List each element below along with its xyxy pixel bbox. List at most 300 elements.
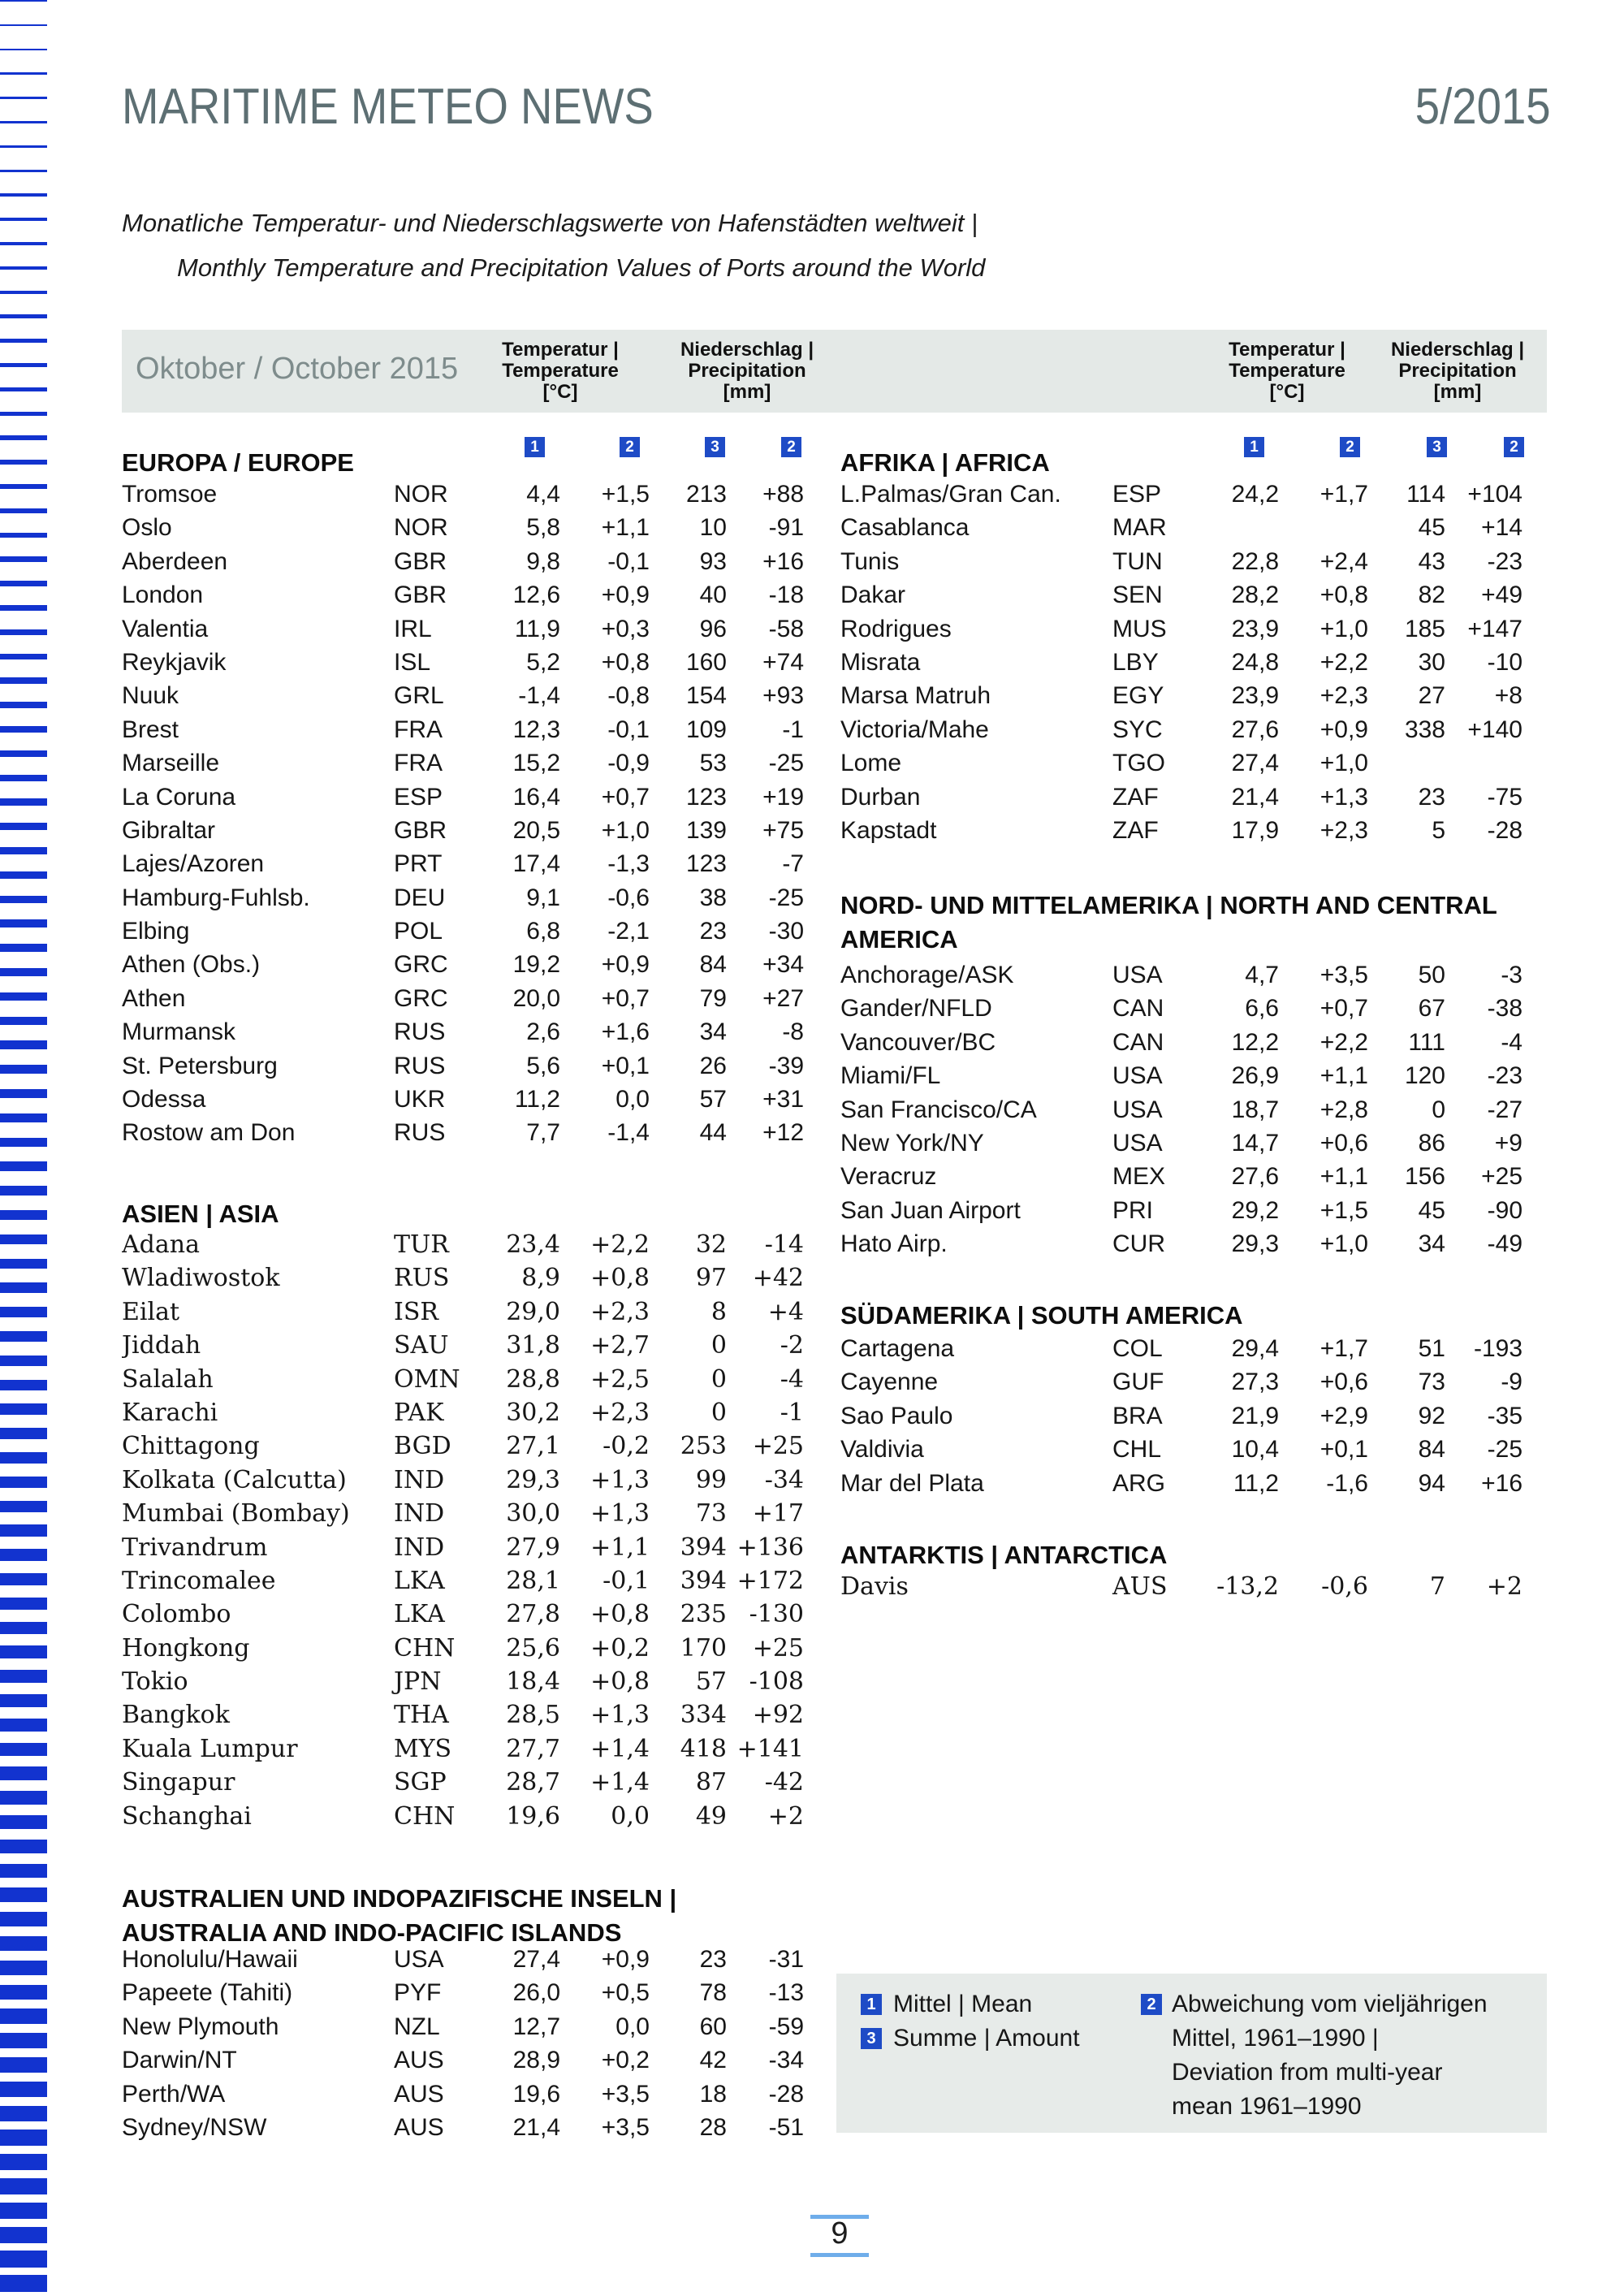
temp-mean-cell: 18,7 bbox=[1231, 1096, 1279, 1123]
temp-dev-cell: +2,3 bbox=[1320, 682, 1368, 710]
city-cell: Tromsoe bbox=[122, 481, 218, 508]
temp-dev-cell: +0,1 bbox=[1320, 1436, 1368, 1464]
temp-mean-cell: 27,3 bbox=[1231, 1369, 1279, 1396]
precip-sum-cell: 213 bbox=[685, 481, 727, 508]
precip-dev-cell: +88 bbox=[762, 481, 804, 508]
country-cell: PRT bbox=[394, 850, 443, 878]
country-cell: FRA bbox=[394, 750, 443, 777]
precip-dev-cell: +27 bbox=[762, 984, 804, 1012]
country-cell: OMN bbox=[394, 1364, 460, 1394]
precip-dev-cell: -3 bbox=[1501, 962, 1522, 988]
table-row bbox=[122, 2010, 804, 2043]
temp-mean-cell: 11,2 bbox=[1233, 1469, 1279, 1497]
precip-sum-cell: 0 bbox=[1432, 1096, 1445, 1123]
margin-stripe bbox=[0, 847, 47, 854]
city-cell: Vancouver/BC bbox=[840, 1028, 996, 1056]
precip-sum-cell: 32 bbox=[695, 1230, 727, 1259]
precip-sum-cell: 43 bbox=[1418, 547, 1445, 575]
temp-mean-cell: 28,7 bbox=[506, 1768, 560, 1797]
precip-sum-cell: 57 bbox=[699, 1086, 727, 1113]
precip-sum-cell: 79 bbox=[699, 984, 727, 1012]
margin-stripe bbox=[0, 605, 47, 611]
table-row bbox=[122, 612, 804, 646]
temp-dev-cell: +1,1 bbox=[1320, 1062, 1368, 1090]
section-table-australia bbox=[122, 1943, 804, 2144]
temp-dev-cell: +1,4 bbox=[590, 1734, 650, 1763]
table-row bbox=[122, 1766, 804, 1799]
city-cell: Cayenne bbox=[840, 1369, 939, 1396]
city-cell: Tokio bbox=[122, 1667, 188, 1697]
city-cell: San Francisco/CA bbox=[840, 1096, 1037, 1123]
country-cell: ARG bbox=[1112, 1469, 1166, 1497]
precip-sum-cell: 253 bbox=[680, 1432, 727, 1461]
margin-stripe bbox=[0, 1524, 47, 1537]
margin-stripe bbox=[0, 1138, 47, 1148]
table-row bbox=[840, 1194, 1522, 1227]
country-cell: AUS bbox=[394, 2113, 444, 2141]
temp-dev-cell: -0,6 bbox=[1321, 1572, 1368, 1601]
country-cell: IND bbox=[394, 1533, 445, 1562]
city-cell: Trincomalee bbox=[122, 1566, 276, 1595]
margin-stripe bbox=[0, 1791, 47, 1805]
table-row bbox=[840, 578, 1522, 612]
temp-mean-cell: 12,3 bbox=[512, 716, 560, 743]
precip-sum-cell: 53 bbox=[699, 750, 727, 777]
precip-sum-cell: 60 bbox=[699, 2013, 727, 2040]
city-cell: Kapstadt bbox=[840, 816, 937, 844]
country-cell: MAR bbox=[1112, 514, 1167, 542]
precip-sum-cell: 26 bbox=[699, 1052, 727, 1079]
temp-mean-cell: 14,7 bbox=[1231, 1129, 1279, 1157]
temp-mean-cell: 29,4 bbox=[1231, 1335, 1279, 1362]
city-cell: Wladiwostok bbox=[122, 1264, 280, 1293]
temp-dev-cell: -0,1 bbox=[607, 547, 650, 575]
section-table-namerica bbox=[840, 958, 1522, 1261]
table-row bbox=[840, 746, 1522, 780]
section-heading-australia: AUSTRALIEN UND INDOPAZIFISCHE INSELN | bbox=[122, 1884, 677, 1913]
margin-stripe bbox=[0, 1307, 47, 1317]
temp-mean-cell: 4,4 bbox=[526, 481, 560, 508]
temp-dev-cell: +0,9 bbox=[601, 1946, 650, 1973]
precip-dev-cell: -25 bbox=[768, 884, 804, 911]
city-cell: Singapur bbox=[122, 1768, 235, 1797]
table-row bbox=[840, 1332, 1522, 1365]
city-cell: Athen bbox=[122, 984, 186, 1012]
temp-mean-cell: 28,2 bbox=[1231, 582, 1279, 609]
precip-dev-cell: +2 bbox=[1486, 1572, 1522, 1601]
city-cell: Sao Paulo bbox=[840, 1402, 953, 1429]
table-row bbox=[122, 2043, 804, 2077]
table-row bbox=[840, 1467, 1522, 1500]
temp-mean-cell: 12,2 bbox=[1231, 1028, 1279, 1056]
precip-dev-cell: +31 bbox=[762, 1086, 804, 1113]
margin-stripe bbox=[0, 1356, 47, 1366]
country-cell: CHN bbox=[394, 1633, 456, 1663]
precip-dev-cell: -38 bbox=[1487, 995, 1522, 1023]
country-cell: COL bbox=[1112, 1335, 1163, 1362]
table-row bbox=[840, 780, 1522, 814]
temp-dev-cell: +2,5 bbox=[590, 1364, 650, 1394]
precip-sum-cell: 97 bbox=[695, 1264, 727, 1293]
section-table-asia bbox=[122, 1228, 804, 1833]
margin-stripe bbox=[0, 1549, 47, 1561]
city-cell: Miami/FL bbox=[840, 1062, 941, 1090]
month-label: Oktober / October 2015 bbox=[136, 352, 459, 386]
temp-dev-cell: +0,8 bbox=[590, 1667, 650, 1697]
margin-stripe bbox=[0, 1477, 47, 1488]
temp-mean-cell: 31,8 bbox=[506, 1331, 560, 1360]
precip-sum-cell: 34 bbox=[1418, 1230, 1445, 1258]
country-cell: ZAF bbox=[1112, 816, 1159, 844]
country-cell: SYC bbox=[1112, 716, 1163, 743]
table-row bbox=[122, 948, 804, 981]
temp-dev-cell: +2,2 bbox=[1320, 648, 1368, 676]
precip-dev-cell: -75 bbox=[1487, 783, 1522, 811]
margin-stripe bbox=[0, 460, 47, 465]
temp-mean-cell: 19,6 bbox=[506, 1801, 560, 1831]
temp-mean-cell: 25,6 bbox=[506, 1633, 560, 1663]
city-cell: New York/NY bbox=[840, 1129, 984, 1157]
country-cell: JPN bbox=[394, 1667, 442, 1697]
precip-dev-cell: -25 bbox=[1487, 1436, 1522, 1464]
table-row bbox=[840, 1093, 1522, 1126]
temp-mean-cell: 2,6 bbox=[526, 1018, 560, 1046]
country-cell: ESP bbox=[1112, 481, 1162, 508]
precip-dev-cell: -39 bbox=[768, 1052, 804, 1079]
margin-stripe bbox=[0, 2275, 47, 2292]
precip-column-header-left: Niederschlag | Precipitation [mm] bbox=[680, 339, 814, 403]
city-cell: L.Palmas/Gran Can. bbox=[840, 481, 1061, 508]
column-marker-left-3: 3 bbox=[705, 437, 725, 457]
temp-mean-cell: 20,0 bbox=[512, 984, 560, 1012]
country-cell: PYF bbox=[394, 1979, 442, 2007]
table-row bbox=[840, 1433, 1522, 1466]
margin-stripe bbox=[0, 1912, 47, 1926]
precip-sum-cell: 96 bbox=[699, 615, 727, 642]
precip-dev-cell: +12 bbox=[762, 1119, 804, 1147]
precip-dev-cell bbox=[1445, 746, 1522, 780]
margin-stripe bbox=[0, 1694, 47, 1707]
temp-mean-cell: 16,4 bbox=[512, 783, 560, 811]
precip-dev-cell: -30 bbox=[768, 918, 804, 945]
precip-sum-cell: 67 bbox=[1418, 995, 1445, 1023]
temp-dev-cell: -0,2 bbox=[603, 1432, 650, 1461]
city-cell: Rodrigues bbox=[840, 615, 952, 642]
country-cell: AUS bbox=[1112, 1572, 1168, 1601]
table-row bbox=[122, 1531, 804, 1564]
margin-stripe bbox=[0, 363, 47, 367]
city-cell: San Juan Airport bbox=[840, 1196, 1021, 1224]
city-cell: Odessa bbox=[122, 1086, 206, 1113]
temp-mean-cell: 11,9 bbox=[514, 615, 560, 642]
temp-mean-cell: 28,8 bbox=[506, 1364, 560, 1394]
temp-dev-cell: +1,3 bbox=[1320, 783, 1368, 811]
precip-dev-cell: -90 bbox=[1487, 1196, 1522, 1224]
table-row bbox=[840, 478, 1522, 511]
precip-sum-cell: 235 bbox=[680, 1600, 727, 1629]
precip-sum-cell: 94 bbox=[1418, 1469, 1445, 1497]
city-cell: Tunis bbox=[840, 547, 900, 575]
table-row bbox=[840, 1059, 1522, 1092]
country-cell: USA bbox=[1112, 962, 1163, 988]
table-row bbox=[122, 2111, 804, 2144]
precip-dev-cell: +25 bbox=[752, 1432, 804, 1461]
section-heading-samerica: SÜDAMERIKA | SOUTH AMERICA bbox=[840, 1301, 1243, 1330]
precip-dev-cell: +136 bbox=[736, 1533, 804, 1562]
margin-stripe bbox=[0, 72, 47, 75]
precip-sum-cell: 109 bbox=[685, 716, 727, 743]
margin-stripe bbox=[0, 2106, 47, 2122]
country-cell: RUS bbox=[394, 1264, 450, 1293]
precip-dev-cell: +92 bbox=[752, 1701, 804, 1730]
precip-sum-cell: 18 bbox=[699, 2080, 727, 2108]
page-number-rule-bottom bbox=[810, 2253, 869, 2257]
precip-sum-cell: 84 bbox=[699, 951, 727, 979]
city-cell: Eilat bbox=[122, 1297, 180, 1326]
city-cell: Gander/NFLD bbox=[840, 995, 992, 1023]
precip-sum-cell: 51 bbox=[1418, 1335, 1445, 1362]
precip-sum-cell: 84 bbox=[1418, 1436, 1445, 1464]
temp-mean-cell: 22,8 bbox=[1231, 547, 1279, 575]
city-cell: Salalah bbox=[122, 1364, 214, 1394]
temp-dev-cell: +1,0 bbox=[601, 816, 650, 844]
temp-mean-cell: 20,5 bbox=[512, 816, 560, 844]
city-cell: Kolkata (Calcutta) bbox=[122, 1465, 347, 1494]
temp-mean-cell: 5,6 bbox=[526, 1052, 560, 1079]
country-cell: CAN bbox=[1112, 995, 1164, 1023]
temp-mean-cell: 18,4 bbox=[506, 1667, 560, 1697]
margin-stripe bbox=[0, 2130, 47, 2146]
city-cell: Marsa Matruh bbox=[840, 682, 991, 710]
country-cell: BGD bbox=[394, 1432, 451, 1461]
precip-sum-cell: 34 bbox=[699, 1018, 727, 1046]
margin-stripe bbox=[0, 1259, 47, 1269]
city-cell: Colombo bbox=[122, 1600, 231, 1629]
country-cell: GBR bbox=[394, 547, 447, 575]
margin-stripe bbox=[0, 1065, 47, 1074]
temp-mean-cell: 6,8 bbox=[526, 918, 560, 945]
precip-dev-cell: +93 bbox=[762, 682, 804, 710]
city-cell: Misrata bbox=[840, 648, 921, 676]
precip-sum-cell: 78 bbox=[699, 1979, 727, 2007]
country-cell: POL bbox=[394, 918, 443, 945]
table-row bbox=[122, 1049, 804, 1083]
temp-dev-cell: +0,8 bbox=[601, 648, 650, 676]
margin-stripe bbox=[0, 750, 47, 757]
country-cell: IND bbox=[394, 1499, 445, 1529]
subtitle-german: Monatliche Temperatur- und Niederschlagswerte von Hafenstädten weltweit | bbox=[122, 209, 978, 237]
temp-dev-cell: -0,1 bbox=[603, 1566, 650, 1595]
precip-sum-cell: 170 bbox=[680, 1633, 727, 1663]
temp-mean-cell: 8,9 bbox=[521, 1264, 560, 1293]
city-cell: Lajes/Azoren bbox=[122, 850, 265, 878]
legend-label-deviation-line4: mean 1961–1990 bbox=[1172, 2093, 1362, 2120]
temp-mean-cell: 12,7 bbox=[512, 2013, 560, 2040]
precip-dev-cell: +17 bbox=[752, 1499, 804, 1529]
precip-dev-cell: -4 bbox=[1501, 1028, 1522, 1056]
margin-stripe bbox=[0, 1040, 47, 1049]
temp-dev-cell: +3,5 bbox=[601, 2113, 650, 2141]
temp-mean-cell: 15,2 bbox=[512, 750, 560, 777]
temp-mean-cell: 9,1 bbox=[526, 884, 560, 911]
temp-dev-cell: +0,3 bbox=[601, 615, 650, 642]
country-cell: MYS bbox=[394, 1734, 452, 1763]
city-cell: Casablanca bbox=[840, 514, 970, 542]
margin-stripe bbox=[0, 1161, 47, 1171]
precip-sum-cell: 154 bbox=[685, 682, 727, 710]
precip-sum-cell: 42 bbox=[699, 2047, 727, 2074]
country-cell: GRC bbox=[394, 951, 448, 979]
precip-dev-cell: -28 bbox=[1487, 816, 1522, 844]
temp-dev-cell: +2,4 bbox=[1320, 547, 1368, 575]
table-row bbox=[122, 1976, 804, 2009]
table-row bbox=[122, 1083, 804, 1116]
column-marker-right-2: 2 bbox=[1340, 437, 1360, 457]
column-marker-left-4: 2 bbox=[781, 437, 801, 457]
temp-dev-cell: +1,7 bbox=[1320, 481, 1368, 508]
precip-sum-cell: 0 bbox=[710, 1398, 727, 1427]
precip-sum-cell: 160 bbox=[685, 648, 727, 676]
country-cell: SGP bbox=[394, 1768, 447, 1797]
temp-mean-cell: 28,5 bbox=[506, 1701, 560, 1730]
precip-dev-cell: -108 bbox=[749, 1667, 804, 1697]
precip-dev-cell: +75 bbox=[762, 816, 804, 844]
temp-mean-cell: 19,6 bbox=[512, 2080, 560, 2108]
table-row bbox=[840, 1026, 1522, 1059]
country-cell: CHN bbox=[394, 1801, 456, 1831]
temp-dev-cell: -0,1 bbox=[607, 716, 650, 743]
precip-sum-cell: 73 bbox=[695, 1499, 727, 1529]
temp-dev-cell: -1,3 bbox=[607, 850, 650, 878]
margin-stripe bbox=[0, 2251, 47, 2268]
table-row bbox=[122, 1632, 804, 1665]
precip-dev-cell: -2 bbox=[780, 1331, 804, 1360]
precip-sum-cell: 23 bbox=[699, 1946, 727, 1973]
precip-sum-cell: 114 bbox=[1406, 481, 1445, 508]
temp-dev-cell: +1,5 bbox=[1320, 1196, 1368, 1224]
city-cell: Elbing bbox=[122, 918, 190, 945]
section-heading-australia: AUSTRALIA AND INDO-PACIFIC ISLANDS bbox=[122, 1918, 622, 1947]
precip-sum-cell: 99 bbox=[695, 1465, 727, 1494]
precip-sum-cell: 28 bbox=[699, 2113, 727, 2141]
country-cell: NZL bbox=[394, 2013, 440, 2040]
precip-dev-cell: +16 bbox=[762, 547, 804, 575]
country-cell: SAU bbox=[394, 1331, 449, 1360]
legend-label-mean: Mittel | Mean bbox=[893, 1991, 1033, 2017]
margin-stripe bbox=[0, 2057, 47, 2073]
table-row bbox=[840, 814, 1522, 847]
country-cell: THA bbox=[394, 1701, 449, 1730]
city-cell: New Plymouth bbox=[122, 2013, 279, 2040]
city-cell: Adana bbox=[122, 1230, 200, 1259]
temp-mean-cell: 26,0 bbox=[512, 1979, 560, 2007]
temp-dev-cell: +1,0 bbox=[1320, 615, 1368, 642]
precip-dev-cell: -23 bbox=[1487, 1062, 1522, 1090]
country-cell: FRA bbox=[394, 716, 443, 743]
temp-mean-cell bbox=[1202, 511, 1279, 544]
temp-mean-cell: 7,7 bbox=[526, 1119, 560, 1147]
city-cell: Trivandrum bbox=[122, 1533, 268, 1562]
country-cell: DEU bbox=[394, 884, 446, 911]
table-row bbox=[122, 1329, 804, 1362]
city-cell: Durban bbox=[840, 783, 921, 811]
precip-dev-cell: +25 bbox=[752, 1633, 804, 1663]
precip-dev-cell: -14 bbox=[764, 1230, 804, 1259]
precip-dev-cell: +9 bbox=[1494, 1129, 1522, 1157]
section-heading-namerica: NORD- UND MITTELAMERIKA | NORTH AND CENTRAL bbox=[840, 891, 1497, 919]
temp-dev-cell: +0,7 bbox=[601, 984, 650, 1012]
section-table-samerica bbox=[840, 1332, 1522, 1500]
city-cell: Chittagong bbox=[122, 1432, 260, 1461]
city-cell: Mumbai (Bombay) bbox=[122, 1499, 350, 1529]
table-row bbox=[840, 958, 1522, 992]
precip-dev-cell: -58 bbox=[768, 615, 804, 642]
table-row bbox=[122, 881, 804, 915]
temp-dev-cell: +2,7 bbox=[590, 1331, 650, 1360]
country-cell: AUS bbox=[394, 2047, 444, 2074]
temp-mean-cell: 21,4 bbox=[512, 2113, 560, 2141]
country-cell: LKA bbox=[394, 1600, 445, 1629]
precip-dev-cell: -51 bbox=[768, 2113, 804, 2141]
margin-stripe bbox=[0, 145, 47, 148]
table-row bbox=[122, 478, 804, 511]
table-row bbox=[122, 982, 804, 1015]
temp-mean-cell: -13,2 bbox=[1216, 1572, 1279, 1601]
precip-dev-cell: +8 bbox=[1494, 682, 1522, 710]
temp-dev-cell: +0,2 bbox=[590, 1633, 650, 1663]
city-cell: Reykjavik bbox=[122, 648, 227, 676]
margin-stripe bbox=[0, 1887, 47, 1902]
precip-sum-cell: 45 bbox=[1418, 514, 1445, 542]
temp-mean-cell: 23,4 bbox=[506, 1230, 560, 1259]
margin-stripe bbox=[0, 1622, 47, 1635]
precip-sum-cell: 23 bbox=[1418, 783, 1445, 811]
temp-mean-cell: 30,0 bbox=[506, 1499, 560, 1529]
temp-mean-cell: 27,4 bbox=[1231, 750, 1279, 777]
column-marker-right-3: 3 bbox=[1427, 437, 1447, 457]
temp-dev-cell: +1,5 bbox=[601, 481, 650, 508]
precip-sum-cell: 10 bbox=[699, 514, 727, 542]
country-cell: RUS bbox=[394, 1052, 446, 1079]
precip-dev-cell: +19 bbox=[762, 783, 804, 811]
temp-dev-cell: +0,8 bbox=[1320, 582, 1368, 609]
precip-dev-cell: -42 bbox=[764, 1768, 804, 1797]
precip-dev-cell: -130 bbox=[749, 1600, 804, 1629]
temp-mean-cell: 27,8 bbox=[506, 1600, 560, 1629]
table-row bbox=[840, 545, 1522, 578]
margin-stripe bbox=[0, 97, 47, 99]
city-cell: Veracruz bbox=[840, 1163, 937, 1191]
precip-dev-cell: -18 bbox=[768, 582, 804, 609]
temp-mean-cell: 29,2 bbox=[1231, 1196, 1279, 1224]
temp-dev-cell: +1,1 bbox=[601, 514, 650, 542]
margin-stripe bbox=[0, 1234, 47, 1244]
precip-dev-cell: -23 bbox=[1487, 547, 1522, 575]
temp-mean-cell: 27,6 bbox=[1231, 716, 1279, 743]
section-heading-asia: ASIEN | ASIA bbox=[122, 1200, 279, 1228]
city-cell: La Coruna bbox=[122, 783, 236, 811]
margin-stripe bbox=[0, 896, 47, 904]
table-row bbox=[840, 511, 1522, 544]
city-cell: London bbox=[122, 582, 204, 609]
temp-dev-cell: +1,6 bbox=[601, 1018, 650, 1046]
city-cell: Sydney/NSW bbox=[122, 2113, 267, 2141]
table-row bbox=[840, 612, 1522, 646]
city-cell: Nuuk bbox=[122, 682, 179, 710]
country-cell: MEX bbox=[1112, 1163, 1166, 1191]
precip-sum-cell: 7 bbox=[1429, 1572, 1445, 1601]
margin-stripe bbox=[0, 871, 47, 879]
